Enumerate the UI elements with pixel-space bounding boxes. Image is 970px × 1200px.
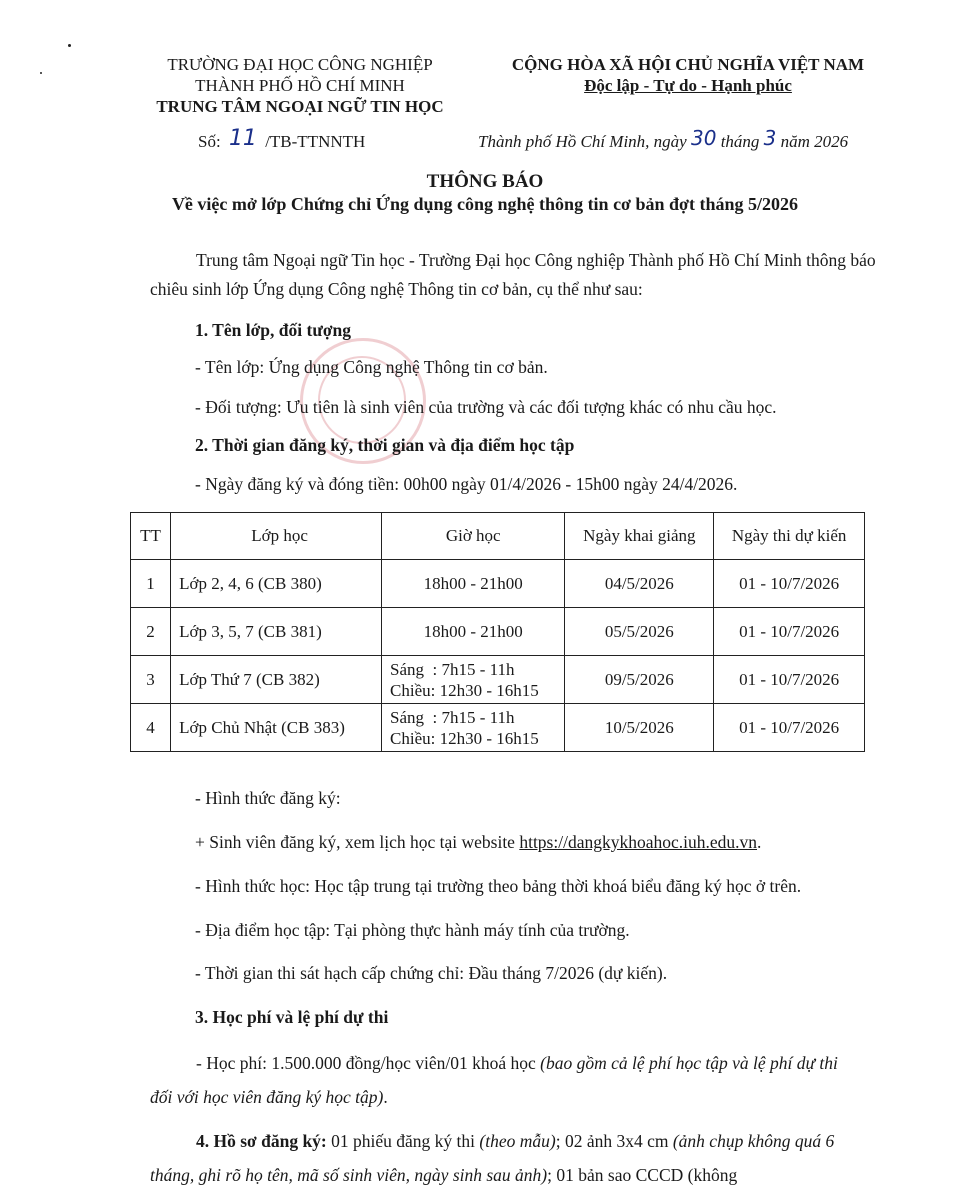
section4-paragraph: 4. Hồ sơ đăng ký: 01 phiếu đăng ký thi (theo mẫu); 02 ảnh 3x4 cm (ảnh chụp không quá 6 tháng, ghi rõ họ tên, mã số sinh viên, ngày sinh sau ảnh); 01 bản sao CCCD (không (150, 1131, 835, 1185)
table-header-row (131, 513, 865, 560)
section1-audience: - Đối tượng: Ưu tiên là sinh viên của trường và các đối tượng khác có nhu cầu học. (195, 397, 777, 417)
tuition-paragraph: - Học phí: 1.500.000 đồng/học viên/01 khoá học (bao gồm cả lệ phí học tập và lệ phí dự thi đối với học viên đăng ký học tập). (150, 1053, 838, 1107)
scan-speck (68, 44, 71, 47)
col-header-start-date: Ngày khai giảng (565, 513, 714, 560)
document-number: Số: 11 /TB-TTNNTH (198, 126, 366, 151)
document-date: Thành phố Hồ Chí Minh, ngày 30 tháng 3 năm 2026 (478, 126, 849, 151)
handwritten-day: 30 (690, 126, 717, 150)
intro-paragraph: Trung tâm Ngoại ngữ Tin học - Trường Đại học Công nghiệp Thành phố Hồ Chí Minh thông báo chiêu sinh lớp Ứng dụng Công nghệ Thông tin cơ bản, cụ thể như sau: (150, 250, 876, 299)
scan-speck (40, 72, 42, 74)
section3-heading: 3. Học phí và lệ phí dự thi (195, 1007, 389, 1027)
col-header-tt: TT (131, 513, 171, 560)
col-header-exam-date: Ngày thi dự kiến (714, 513, 865, 560)
section1-class-name: - Tên lớp: Ứng dụng Công nghệ Thông tin cơ bản. (195, 357, 548, 377)
nation-title: CỘNG HÒA XÃ HỘI CHỦ NGHĨA VIỆT NAM (511, 55, 865, 74)
handwritten-month: 3 (763, 126, 777, 150)
issuer-university: TRƯỜNG ĐẠI HỌC CÔNG NGHIỆP (167, 55, 433, 74)
nation-block (478, 54, 898, 96)
exam-time: - Thời gian thi sát hạch cấp chứng chỉ: Đầu tháng 7/2026 (dự kiến). (195, 963, 668, 983)
section2-registration-dates: - Ngày đăng ký và đóng tiền: 00h00 ngày 01/4/2026 - 15h00 ngày 24/4/2026. (195, 474, 738, 494)
issuer-center: TRUNG TÂM NGOẠI NGỮ TIN HỌC (156, 97, 444, 116)
table-row: 2 Lớp 3, 5, 7 (CB 381) 18h00 - 21h00 05/5/2026 01 - 10/7/2026 (131, 608, 865, 656)
issuer-block (115, 54, 485, 117)
table-row: 1 Lớp 2, 4, 6 (CB 380) 18h00 - 21h00 04/5/2026 01 - 10/7/2026 (131, 560, 865, 608)
section1-heading: 1. Tên lớp, đối tượng (195, 320, 351, 340)
handwritten-number: 11 (228, 126, 257, 151)
notice-title: THÔNG BÁO (426, 171, 544, 192)
schedule-table (130, 512, 865, 752)
section2-heading: 2. Thời gian đăng ký, thời gian và địa điểm học tập (195, 435, 575, 455)
col-header-time: Giờ học (382, 513, 565, 560)
nation-motto: Độc lập - Tự do - Hạnh phúc (584, 76, 792, 95)
student-registration: + Sinh viên đăng ký, xem lịch học tại website https://dangkykhoahoc.iuh.edu.vn. (195, 832, 762, 852)
notice-subtitle: Về việc mở lớp Chứng chỉ Ứng dụng công nghệ thông tin cơ bản đợt tháng 5/2026 (171, 194, 799, 214)
registration-method: - Hình thức đăng ký: (195, 788, 341, 808)
issuer-city: THÀNH PHỐ HỒ CHÍ MINH (195, 76, 405, 95)
table-row: 3 Lớp Thứ 7 (CB 382) Sáng : 7h15 - 11h Chiều: 12h30 - 16h15 09/5/2026 01 - 10/7/2026 (131, 656, 865, 704)
table-row: 4 Lớp Chủ Nhật (CB 383) Sáng : 7h15 - 11h Chiều: 12h30 - 16h15 10/5/2026 01 - 10/7/2026 (131, 704, 865, 752)
col-header-class: Lớp học (171, 513, 382, 560)
section4-heading: 4. Hồ sơ đăng ký: (196, 1131, 327, 1151)
study-location: - Địa điểm học tập: Tại phòng thực hành máy tính của trường. (195, 920, 630, 940)
registration-link[interactable]: https://dangkykhoahoc.iuh.edu.vn (519, 832, 758, 852)
study-format: - Hình thức học: Học tập trung tại trường theo bảng thời khoá biểu đăng ký học ở trên. (195, 876, 802, 896)
